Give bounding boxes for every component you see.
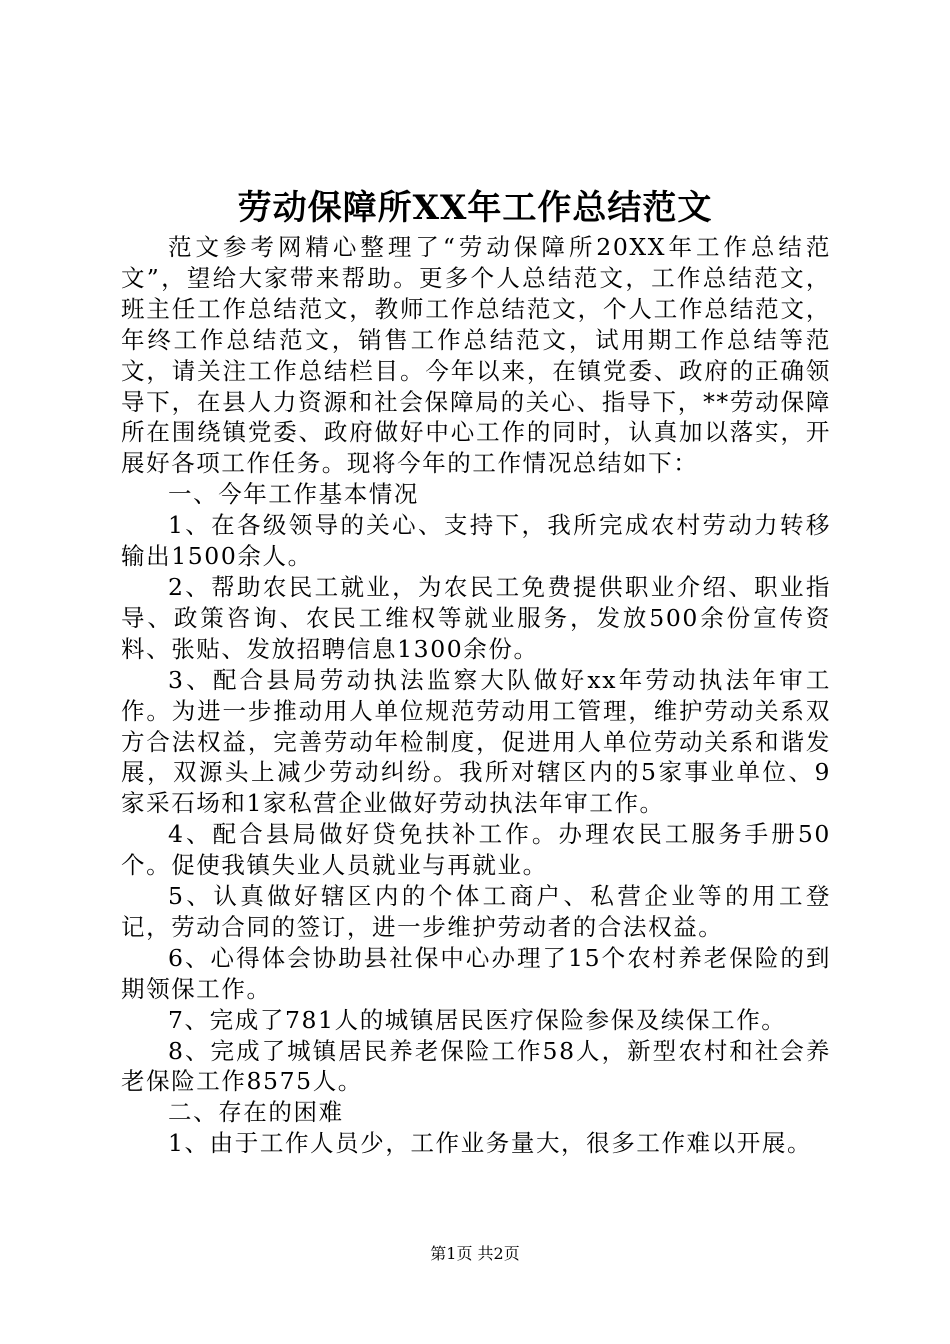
paragraph-item-8: 8、完成了城镇居民养老保险工作58人，新型农村和社会养老保险工作8575人。 xyxy=(121,1036,831,1096)
paragraph-difficulty-1: 1、由于工作人员少，工作业务量大，很多工作难以开展。 xyxy=(168,1129,813,1158)
paragraph-intro: 范文参考网精心整理了“劳动保障所20XX年工作总结范文”，望给大家带来帮助。更多个人总结范文，工作总结范文，班主任工作总结范文，教师工作总结范文，个人工作总结范文，年终工作总结范文，销售工作总结范文，试用期工作总结等范文，请关注工作总结栏目。今年以来，在镇党委、政府的正确领导下，在县人力资源和社会保障局的关心、指导下，**劳动保障所在围绕镇党委、政府做好中心工作的同时，认真加以落实，开展好各项工作任务。现将今年的工作情况总结如下： xyxy=(121,233,831,478)
paragraph-item-3: 3、配合县局劳动执法监察大队做好xx年劳动执法年审工作。为进一步推动用人单位规范劳动用工管理，维护劳动关系双方合法权益，完善劳动年检制度，促进用人单位劳动关系和谐发展，双源头上减少劳动纠纷。我所对辖区内的5家事业单位、9家采石场和1家私营企业做好劳动执法年审工作。 xyxy=(121,665,831,818)
document-title: 劳动保障所XX年工作总结范文 xyxy=(237,188,713,228)
paragraph-item-1: 1、在各级领导的关心、支持下，我所完成农村劳动力转移输出1500余人。 xyxy=(121,511,831,571)
paragraph-item-5: 5、认真做好辖区内的个体工商户、私营企业等的用工登记，劳动合同的签订，进一步维护劳动者的合法权益。 xyxy=(121,882,831,941)
paragraph-item-7: 7、完成了781人的城镇居民医疗保险参保及续保工作。 xyxy=(168,1005,787,1034)
paragraph-item-4: 4、配合县局做好贷免扶补工作。办理农民工服务手册50个。促使我镇失业人员就业与再就业。 xyxy=(121,820,831,880)
section-heading-1: 一、今年工作基本情况 xyxy=(168,480,419,509)
paragraph-item-2: 2、帮助农民工就业，为农民工免费提供职业介绍、职业指导、政策咨询、农民工维权等就业服务，发放500余份宣传资料、张贴、发放招聘信息1300余份。 xyxy=(121,572,831,663)
paragraph-item-6: 6、心得体会协助县社保中心办理了15个农村养老保险的到期领保工作。 xyxy=(121,943,831,1003)
document-body xyxy=(121,232,831,1159)
section-heading-2: 二、存在的困难 xyxy=(168,1098,344,1127)
page-footer: 第1页 共2页 xyxy=(430,1244,520,1263)
